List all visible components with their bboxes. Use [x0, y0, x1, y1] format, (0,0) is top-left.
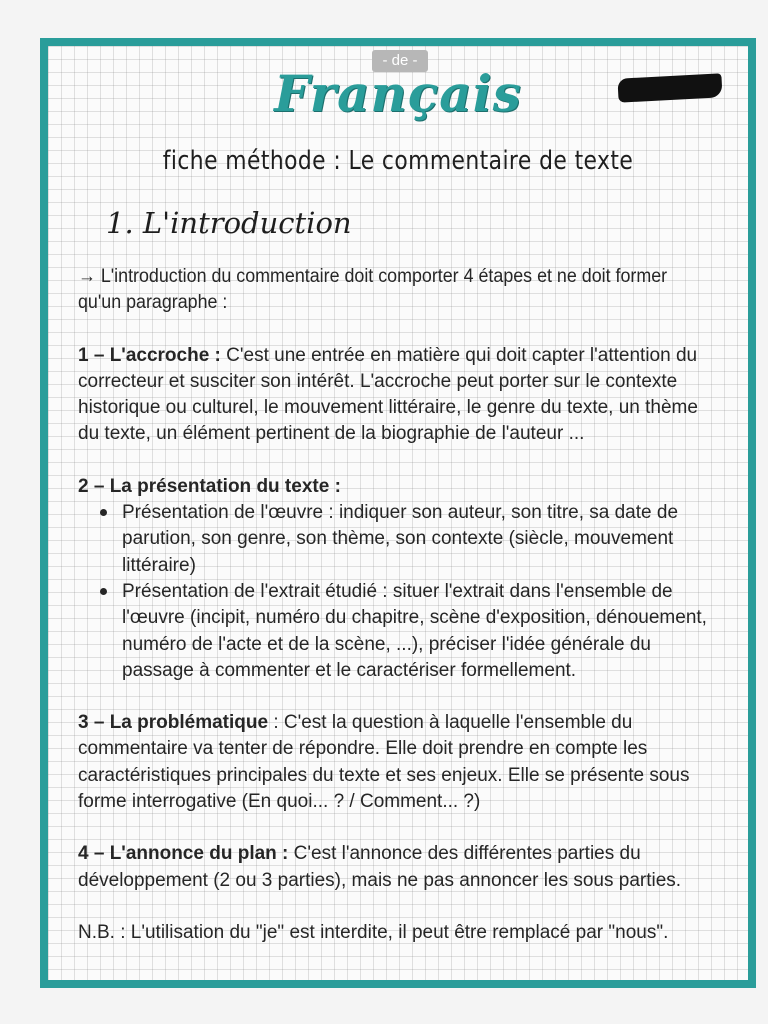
document-body [78, 264, 722, 972]
step-annonce-plan [78, 841, 722, 894]
step-label: 3 – La problématique [78, 712, 269, 734]
step-problematique [78, 710, 722, 815]
step-label: 1 – L'accroche : [78, 344, 221, 366]
page-subtitle: fiche méthode : Le commentaire de texte [162, 146, 634, 176]
list-item: Présentation de l'œuvre : indiquer son auteur, son titre, sa date de parution, son genre, son thème, son contexte (siècle, mouvement littéraire) [122, 500, 722, 579]
step-accroche [78, 343, 722, 448]
grid-paper [48, 46, 748, 980]
step-presentation-heading [78, 474, 722, 500]
list-item: Présentation de l'extrait étudié : situer l'extrait dans l'ensemble de l'œuvre (incipit, numéro du chapitre, scène d'exposition, dénouement, numéro de l'acte et de la scène, ...), préciser l'idée générale du passage à commenter et le caractériser formellement. [122, 579, 722, 684]
step-text: : C'est la question à laquelle l'ensemble du commentaire va tenter de répondre. Elle doit prendre en compte les caractéristiques principales du texte et ses enjeux. Elle se présente sous forme interrogative (En quoi... ? / Comment... ?) [78, 712, 690, 813]
watermark-badge: - de - [372, 50, 428, 72]
section-title: 1. L'introduction [106, 206, 352, 240]
bullet-icon [100, 588, 107, 595]
page-title: Français [274, 64, 522, 123]
step-label: 4 – L'annonce du plan : [78, 843, 289, 865]
page-frame [40, 38, 756, 988]
note: N.B. : L'utilisation du "je" est interdite, il peut être remplacé par "nous". [78, 921, 669, 943]
bullet-icon [100, 509, 107, 516]
step-label: 2 – La présentation du texte : [78, 475, 341, 497]
step-text: C'est une entrée en matière qui doit capter l'attention du correcteur et susciter son intérêt. L'accroche peut porter sur le contexte historique ou culturel, le mouvement littéraire, le genre du texte, un thème du texte, un élément pertinent de la biographie de l'auteur ... [78, 344, 698, 445]
presentation-list [78, 500, 722, 684]
intro-paragraph: → L'introduction du commentaire doit comporter 4 étapes et ne doit former qu'un paragraphe : [78, 266, 668, 314]
step-text: C'est l'annonce des différentes parties du développement (2 ou 3 parties), mais ne pas annoncer les sous parties. [78, 843, 682, 891]
